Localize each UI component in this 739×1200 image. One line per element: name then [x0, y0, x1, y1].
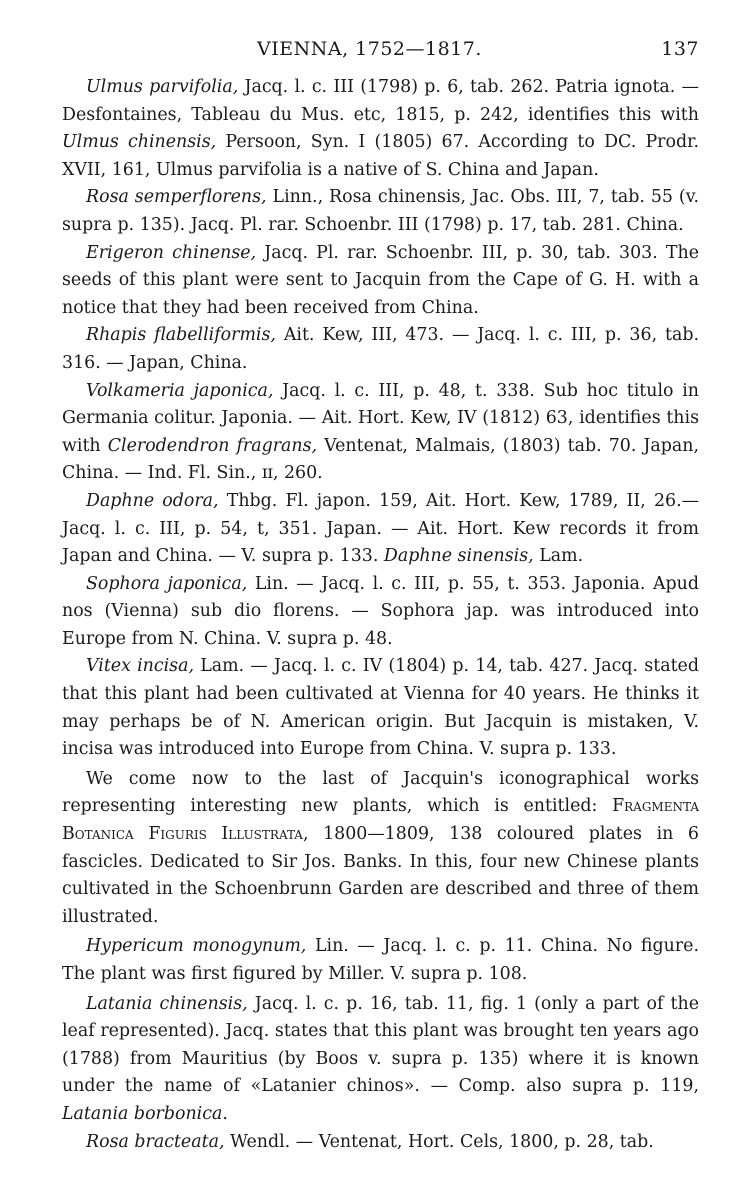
paragraph-fragmenta	[62, 766, 699, 932]
paragraph-rhapis	[62, 322, 699, 377]
paragraph-text: 1800—1809, 138 coloured plates in 6 fascicles. Dedicated to Sir Jos. Banks. In this, four new Chinese plants cultivated in the Schoenbrunn Garden are described and three of them illustrated.	[62, 824, 699, 927]
species-name: Ulmus chinensis,	[62, 132, 217, 153]
page-header	[62, 38, 699, 74]
paragraph-daphne	[62, 488, 699, 571]
paragraph-erigeron	[62, 240, 699, 323]
paragraph-text: Jacq. l. c. III, p. 48, t. 338. Sub hoc titulo in Germania colitur. Japonia. — Ait. Hort. Kew, IV (1812) 63, identifies this with	[62, 380, 699, 456]
species-name: Rosa semperflorens,	[86, 187, 267, 208]
paragraph-ulmus	[62, 74, 699, 184]
paragraph-text: We come now to the last of Jacquin's iconographical works representing interesting new plants, which is entitled:	[62, 768, 699, 817]
paragraph-text: Jacq. l. c. p. 16, tab. 11, fig. 1 (only a part of the leaf represented). Jacq. states that this plant was brought ten years ago (1788) from Mauritius (by Boos v. supra p. 135) where it is known under the name of «Latanier chinos». — Comp. also supra p. 119,	[62, 993, 699, 1097]
species-name: Vitex incisa,	[86, 656, 195, 677]
paragraph-text: Linn., Rosa chinensis, Jac. Obs. III, 7, tab. 55 (v. supra p. 135). Jacq. Pl. rar. Schoenbr. III (1798) p. 17, tab. 281. China.	[62, 187, 699, 235]
species-name: Latania chinensis,	[86, 993, 248, 1014]
paragraph-text: Lin. — Jacq. l. c. III, p. 55, t. 353. Japonia. Apud nos (Vienna) sub dio florens. — Sophora jap. was introduced into Europe from N. China. V. supra p. 48.	[62, 573, 699, 649]
paragraph-text: Jacq. Pl. rar. Schoenbr. III, p. 30, tab. 303. The seeds of this plant were sent to Jacquin from the Cape of G. H. with a notice that they had been received from China.	[62, 242, 699, 318]
species-name: Latania borbonica.	[62, 1103, 228, 1124]
paragraph-rosa-bracteata	[62, 1129, 699, 1157]
paragraph-rosa-semperflorens	[62, 184, 699, 239]
paragraph-text: Ait. Kew, III, 473. — Jacq. l. c. III, p. 36, tab. 316. — Japan, China.	[62, 325, 699, 373]
paragraph-latania	[62, 991, 699, 1129]
paragraph-vitex	[62, 653, 699, 763]
page-number: 137	[661, 38, 699, 60]
species-name: Daphne sinensis,	[383, 546, 534, 567]
species-name: Daphne odora,	[86, 490, 219, 511]
page-body	[62, 74, 699, 1156]
paragraph-text: Persoon, Syn. I (1805) 67. According to DC. Prodr. XVII, 161, Ulmus parvifolia is a native of S. China and Japan.	[62, 132, 700, 180]
paragraph-text: Ventenat, Malmais, (1803) tab. 70. Japan, China. — Ind. Fl. Sin., ɪɪ, 260.	[62, 435, 699, 484]
paragraph-text: Lin. — Jacq. l. c. p. 11. China. No figure. The plant was first figured by Miller. V. supra p. 108.	[62, 936, 699, 984]
paragraph-hypericum	[62, 933, 699, 988]
species-name: Rosa bracteata,	[86, 1131, 225, 1152]
species-name: Ulmus parvifolia,	[86, 77, 239, 97]
species-name: Erigeron chinense,	[86, 242, 257, 263]
work-title: Fragmenta Botanica Figuris Illustrata,	[62, 796, 699, 845]
species-name: Clerodendron fragrans,	[107, 435, 318, 456]
paragraph-text: Lam.	[533, 546, 584, 567]
paragraph-text: Wendl. — Ventenat, Hort. Cels, 1800, p. 28, tab.	[224, 1131, 654, 1152]
paragraph-text: Jacq. l. c. III (1798) p. 6, tab. 262. Patria ignota. — Desfontaines, Tableau du Mus. etc, 1815, p. 242, identifies this with	[62, 77, 699, 125]
paragraph-text: Thbg. Fl. japon. 159, Ait. Hort. Kew, 1789, II, 26.— Jacq. l. c. III, p. 54, t, 351. Japan. — Ait. Hort. Kew records it from Japan and China. — V. supra p. 133.	[62, 490, 699, 567]
species-name: Sophora japonica,	[86, 573, 248, 594]
paragraph-volkameria	[62, 378, 699, 488]
paragraph-sophora	[62, 571, 699, 654]
species-name: Volkameria japonica,	[86, 380, 274, 401]
paragraph-text: Lam. — Jacq. l. c. IV (1804) p. 14, tab. 427. Jacq. stated that this plant had been cultivated at Vienna for 40 years. He thinks it may perhaps be of N. American origin. But Jacquin is mistaken, V. incisa was introduced into Europe from China. V. supra p. 133.	[62, 656, 699, 760]
species-name: Rhapis flabelliformis,	[86, 325, 276, 346]
species-name: Hypericum monogynum,	[86, 936, 307, 957]
running-title: VIENNA, 1752—1817.	[257, 38, 482, 60]
